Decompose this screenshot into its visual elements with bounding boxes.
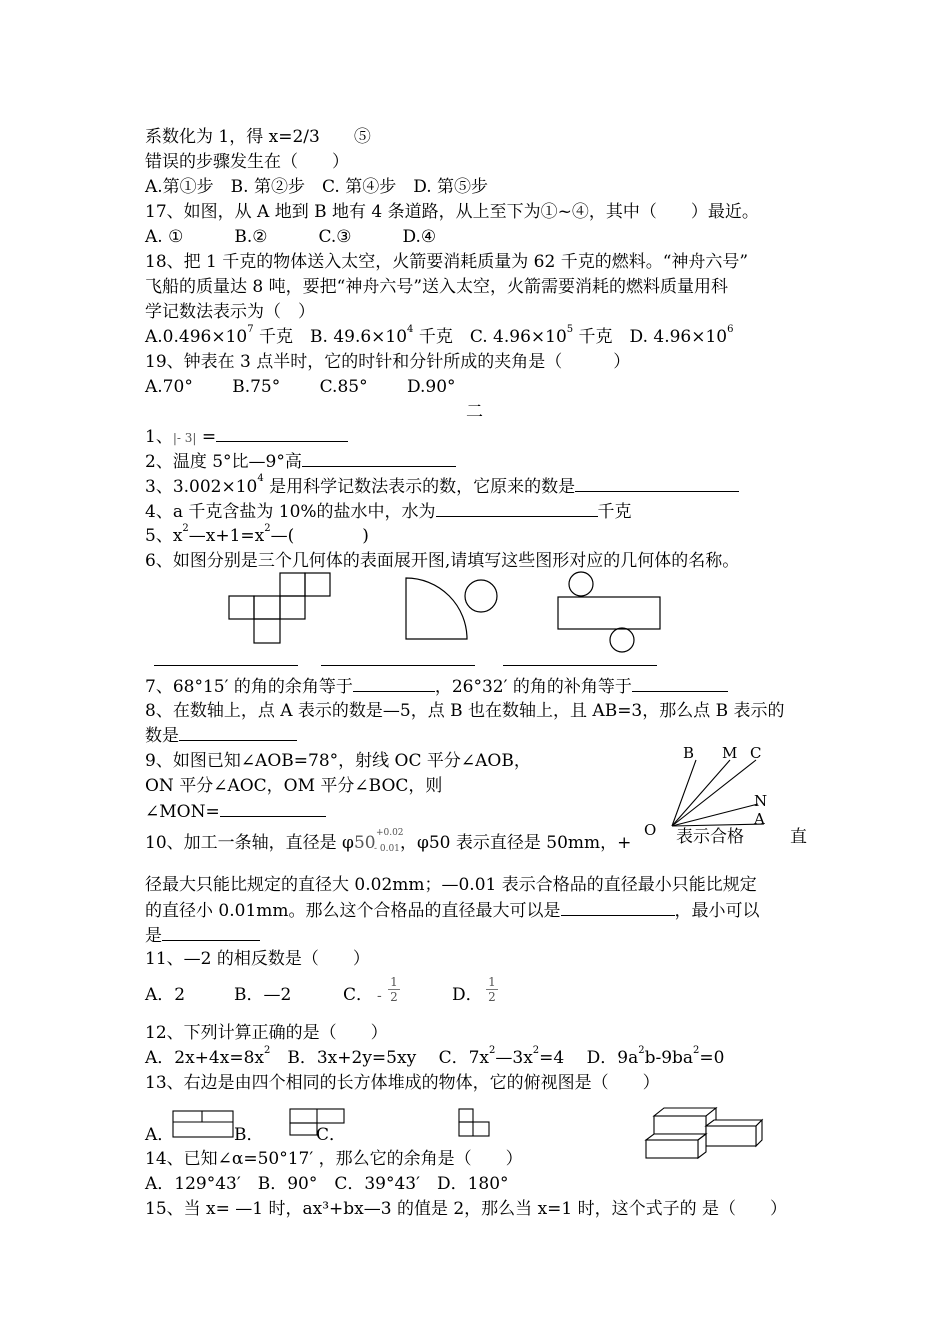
q13-option-c-figure bbox=[457, 1108, 491, 1138]
q11-opt-d: D． bbox=[452, 985, 483, 1005]
q12-options: A．$2x+4x=8x^2$ B．3x+2y=5xy C．$7x^2—3x^2=4$ D．$9a^2b-9ba^2=0$ bbox=[145, 1045, 725, 1068]
q13-option-a-figure bbox=[172, 1110, 234, 1138]
q11-opt-c: C． - bbox=[343, 985, 382, 1005]
q11-opt-a: A．2 bbox=[145, 985, 186, 1005]
fill-q3: 3、$3.002\times 10^4$ 是用科学记数法表示的数，它原来的数是 bbox=[145, 475, 739, 498]
q17-options: A. ① B.② C.③ D.④ bbox=[145, 227, 437, 247]
answer-line-2[interactable] bbox=[321, 665, 475, 666]
q19-text: 19、钟表在 3 点半时，它的时针和分针所成的夹角是（ ） bbox=[145, 352, 631, 372]
fill-q4: 4、a 千克含盐为 10%的盐水中，水为 千克 bbox=[145, 502, 632, 522]
answer-line-1[interactable] bbox=[154, 665, 298, 666]
q17-text: 17、如图，从 A 地到 B 地有 4 条道路，从上至下为①~④，其中（ ）最近。 bbox=[145, 202, 759, 222]
label-o: O bbox=[644, 821, 657, 839]
q19-options: A.70° B.75° C.85° D.90° bbox=[145, 377, 456, 397]
cylinder-net-figure bbox=[556, 570, 664, 654]
fill-q2: 2、温度 5°比—9°高 bbox=[145, 450, 456, 473]
fill-q7: 7、68°15′ 的角的余角等于 ，26°32′ 的角的补角等于 bbox=[145, 675, 728, 698]
cube-net-figure bbox=[228, 572, 338, 647]
line-step5: 系数化为 1，得 x=2/3 ⑤ bbox=[145, 127, 371, 147]
fill-q10-2: 径最大只能比规定的直径大 0.02mm；—0.01 表示合格品的直径最小只能比规定 bbox=[145, 875, 757, 895]
q13-opt-a: A． bbox=[145, 1125, 175, 1145]
line-options-16: A.第①步 B. 第②步 C. 第④步 D. 第⑤步 bbox=[145, 177, 489, 197]
q11-text: 11、—2 的相反数是（ ） bbox=[145, 949, 370, 969]
q13-text: 13、右边是由四个相同的长方体堆成的物体，它的俯视图是（ ） bbox=[145, 1073, 660, 1093]
label-b: B bbox=[683, 744, 695, 762]
q13-opt-c: C． bbox=[316, 1125, 347, 1145]
fill-q10-1c: 直 bbox=[790, 827, 807, 847]
cone-net-figure bbox=[404, 576, 500, 642]
label-n: N bbox=[754, 792, 768, 810]
q15-text: 15、当 x= —1 时，ax³+bx—3 的值是 2，那么当 x=1 时，这个式子的 是（ ） bbox=[145, 1199, 788, 1219]
fill-q10-3: 的直径小 0.01mm。那么这个合格品的直径最大可以是 ，最小可以 bbox=[145, 901, 760, 921]
line-error-step: 错误的步骤发生在（ ） bbox=[145, 152, 349, 172]
label-a: A bbox=[754, 810, 765, 828]
q18-text-1: 18、把 1 千克的物体送入太空，火箭要消耗质量为 62 千克的燃料。“神舟六号” bbox=[145, 252, 749, 272]
fill-q10-4: 是 bbox=[145, 924, 260, 947]
fill-q10-1b: 表示合格 bbox=[676, 827, 744, 847]
answer-line-3[interactable] bbox=[503, 665, 657, 666]
fill-q8-answer: 数是 bbox=[145, 724, 297, 747]
q13-opt-b: B． bbox=[234, 1125, 264, 1145]
q14-text: 14、已知∠α=50°17′ ，那么它的余角是（ ） bbox=[145, 1149, 523, 1169]
q11-opt-b: B．—2 bbox=[234, 985, 292, 1005]
fill-q8: 8、在数轴上，点 A 表示的数是—5，点 B 也在数轴上，且 AB=3，那么点 B 表示的 bbox=[145, 701, 785, 721]
fill-q9-1: 9、如图已知∠AOB=78°，射线 OC 平分∠AOB， bbox=[145, 751, 531, 771]
fill-q9-3: ∠MON= bbox=[145, 800, 326, 823]
q18-text-3: 学记数法表示为（ ） bbox=[145, 302, 315, 322]
fill-q1: 1、|- 3| = bbox=[145, 425, 348, 449]
q18-text-2: 飞船的质量达 8 吨，要把“神舟六号”送入太空，火箭需要消耗的燃料质量用科 bbox=[145, 277, 729, 297]
fill-q10-1: 10、加工一条轴，直径是 φ 50 +0.02 - 0.01 ，φ50 表示直径是 50mm，+ bbox=[145, 828, 632, 854]
section-heading: 二 bbox=[466, 402, 483, 422]
q11-frac-c: 1 2 bbox=[388, 975, 400, 1004]
q18-options: $A.0.496\times 10^7$ 千克 B. $49.6\times 10^4$ 千克 C. $4.96\times 10^5$ 千克 D. $4.96\times 10^6$ bbox=[145, 324, 734, 347]
fill-q9-2: ON 平分∠AOC，OM 平分∠BOC，则 bbox=[145, 776, 443, 796]
fill-q5: 5、$x^2—x+1=x^2—$( ) bbox=[145, 523, 369, 546]
stacked-boxes-figure bbox=[644, 1106, 764, 1162]
q11-frac-d: 1 2 bbox=[486, 975, 498, 1004]
label-m: M bbox=[722, 744, 738, 762]
label-c: C bbox=[750, 744, 762, 762]
q12-text: 12、下列计算正确的是（ ） bbox=[145, 1023, 388, 1043]
q14-options: A．129°43′ B．90° C．39°43′ D．180° bbox=[145, 1174, 509, 1194]
fill-q6: 6、如图分别是三个几何体的表面展开图,请填写这些图形对应的几何体的名称。 bbox=[145, 551, 740, 571]
